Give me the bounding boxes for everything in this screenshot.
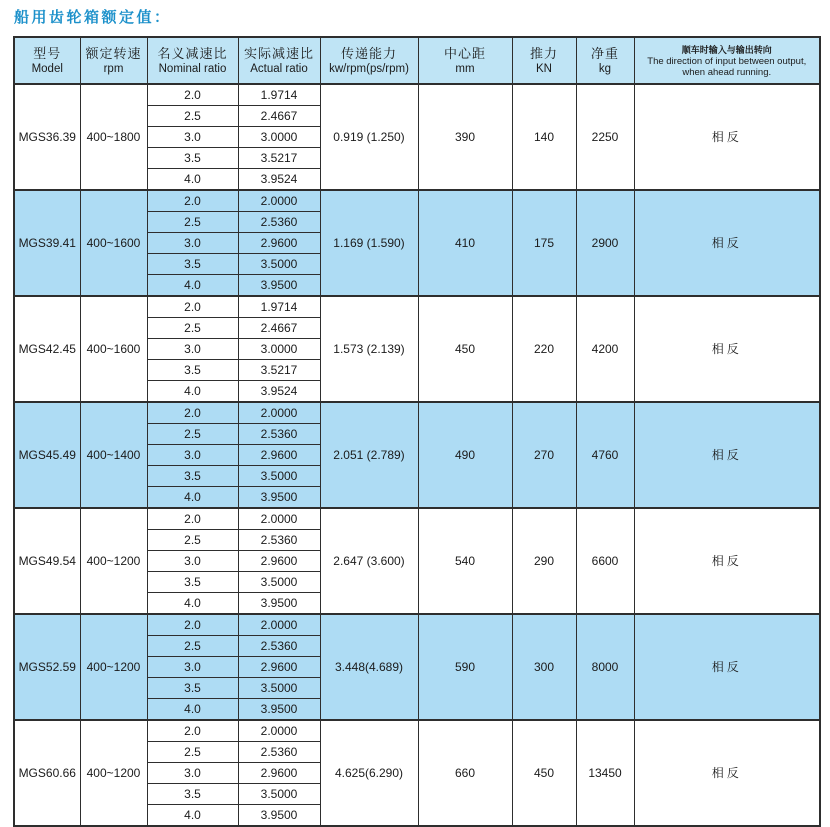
capacity-cell: 4.625(6.290) — [320, 720, 418, 826]
nominal-ratio-cell: 3.5 — [147, 678, 238, 699]
rated-speed-cell: 400~1400 — [80, 402, 147, 508]
direction-cell: 相反 — [634, 508, 820, 614]
net-weight-cell: 13450 — [576, 720, 634, 826]
nominal-ratio-cell: 2.0 — [147, 190, 238, 212]
model-cell: MGS45.49 — [14, 402, 80, 508]
rated-speed-cell: 400~1600 — [80, 296, 147, 402]
col-header-net-weight — [576, 37, 634, 84]
nominal-ratio-cell: 2.5 — [147, 530, 238, 551]
nominal-ratio-cell: 4.0 — [147, 275, 238, 297]
nominal-ratio-cell: 4.0 — [147, 381, 238, 403]
actual-ratio-cell: 1.9714 — [238, 84, 320, 106]
actual-ratio-cell: 2.4667 — [238, 318, 320, 339]
actual-ratio-cell: 2.0000 — [238, 402, 320, 424]
direction-cell: 相反 — [634, 402, 820, 508]
table-row — [14, 508, 820, 530]
net-weight-cell: 4200 — [576, 296, 634, 402]
center-distance-cell: 590 — [418, 614, 512, 720]
nominal-ratio-cell: 2.0 — [147, 402, 238, 424]
actual-ratio-cell: 3.9524 — [238, 381, 320, 403]
page-title: 船用齿轮箱额定值： — [14, 10, 172, 26]
nominal-ratio-cell: 2.5 — [147, 742, 238, 763]
actual-ratio-cell: 2.9600 — [238, 233, 320, 254]
nominal-ratio-cell: 3.0 — [147, 657, 238, 678]
direction-cell: 相反 — [634, 84, 820, 190]
table-row — [14, 402, 820, 424]
actual-ratio-cell: 2.4667 — [238, 106, 320, 127]
col-header-thrust — [512, 37, 576, 84]
actual-ratio-cell: 3.5000 — [238, 254, 320, 275]
actual-ratio-cell: 2.0000 — [238, 614, 320, 636]
nominal-ratio-cell: 2.0 — [147, 720, 238, 742]
center-distance-cell: 490 — [418, 402, 512, 508]
direction-cell: 相反 — [634, 720, 820, 826]
model-cell: MGS49.54 — [14, 508, 80, 614]
nominal-ratio-cell: 3.5 — [147, 466, 238, 487]
actual-ratio-cell: 2.5360 — [238, 212, 320, 233]
col-header-model — [14, 37, 80, 84]
model-cell: MGS39.41 — [14, 190, 80, 296]
nominal-ratio-cell: 4.0 — [147, 805, 238, 827]
col-header-net-weight-zh: 净重 — [590, 45, 619, 61]
model-cell: MGS42.45 — [14, 296, 80, 402]
nominal-ratio-cell: 3.5 — [147, 254, 238, 275]
direction-cell: 相反 — [634, 296, 820, 402]
col-header-direction-zh: 顺车时输入与输出转向 — [681, 44, 772, 55]
gearbox-spec-table — [13, 36, 821, 827]
rated-speed-cell: 400~1200 — [80, 720, 147, 826]
actual-ratio-cell: 2.5360 — [238, 742, 320, 763]
capacity-cell: 1.573 (2.139) — [320, 296, 418, 402]
thrust-cell: 220 — [512, 296, 576, 402]
actual-ratio-cell: 2.9600 — [238, 445, 320, 466]
nominal-ratio-cell: 3.0 — [147, 339, 238, 360]
nominal-ratio-cell: 3.0 — [147, 551, 238, 572]
capacity-cell: 3.448(4.689) — [320, 614, 418, 720]
actual-ratio-cell: 3.0000 — [238, 339, 320, 360]
col-header-actual-ratio-zh: 实际减速比 — [243, 45, 314, 61]
table-row — [14, 720, 820, 742]
capacity-cell: 2.051 (2.789) — [320, 402, 418, 508]
nominal-ratio-cell: 2.5 — [147, 636, 238, 657]
center-distance-cell: 390 — [418, 84, 512, 190]
actual-ratio-cell: 2.0000 — [238, 508, 320, 530]
thrust-cell: 450 — [512, 720, 576, 826]
capacity-cell: 0.919 (1.250) — [320, 84, 418, 190]
rated-speed-cell: 400~1200 — [80, 614, 147, 720]
actual-ratio-cell: 3.9500 — [238, 699, 320, 721]
col-header-actual-ratio-en: Actual ratio — [250, 62, 308, 75]
actual-ratio-cell: 3.9500 — [238, 805, 320, 827]
net-weight-cell: 4760 — [576, 402, 634, 508]
col-header-actual-ratio — [238, 37, 320, 84]
col-header-rated-speed-en: rpm — [103, 62, 124, 75]
thrust-cell: 270 — [512, 402, 576, 508]
net-weight-cell: 8000 — [576, 614, 634, 720]
thrust-cell: 300 — [512, 614, 576, 720]
actual-ratio-cell: 2.5360 — [238, 530, 320, 551]
model-cell: MGS60.66 — [14, 720, 80, 826]
header-row — [14, 37, 820, 84]
actual-ratio-cell: 3.5000 — [238, 572, 320, 593]
table-row — [14, 614, 820, 636]
col-header-thrust-en: KN — [536, 62, 552, 75]
col-header-model-en: Model — [31, 62, 63, 75]
table-body — [14, 84, 820, 826]
actual-ratio-cell: 2.9600 — [238, 657, 320, 678]
model-cell: MGS52.59 — [14, 614, 80, 720]
rated-speed-cell: 400~1800 — [80, 84, 147, 190]
nominal-ratio-cell: 3.0 — [147, 233, 238, 254]
col-header-nominal-ratio-en: Nominal ratio — [158, 62, 227, 75]
actual-ratio-cell: 3.9500 — [238, 487, 320, 509]
actual-ratio-cell: 3.9500 — [238, 275, 320, 297]
nominal-ratio-cell: 3.5 — [147, 784, 238, 805]
capacity-cell: 1.169 (1.590) — [320, 190, 418, 296]
nominal-ratio-cell: 2.5 — [147, 318, 238, 339]
nominal-ratio-cell: 2.0 — [147, 508, 238, 530]
actual-ratio-cell: 1.9714 — [238, 296, 320, 318]
direction-cell: 相反 — [634, 614, 820, 720]
model-cell: MGS36.39 — [14, 84, 80, 190]
col-header-capacity-en: kw/rpm(ps/rpm) — [329, 62, 409, 75]
actual-ratio-cell: 3.9500 — [238, 593, 320, 615]
col-header-net-weight-en: kg — [598, 62, 612, 75]
col-header-direction — [634, 37, 820, 84]
col-header-nominal-ratio — [147, 37, 238, 84]
col-header-center-distance-en: mm — [455, 62, 475, 75]
nominal-ratio-cell: 2.0 — [147, 296, 238, 318]
nominal-ratio-cell: 2.5 — [147, 106, 238, 127]
actual-ratio-cell: 3.5000 — [238, 784, 320, 805]
actual-ratio-cell: 3.0000 — [238, 127, 320, 148]
nominal-ratio-cell: 2.5 — [147, 212, 238, 233]
actual-ratio-cell: 2.5360 — [238, 636, 320, 657]
thrust-cell: 140 — [512, 84, 576, 190]
actual-ratio-cell: 2.9600 — [238, 551, 320, 572]
net-weight-cell: 2900 — [576, 190, 634, 296]
thrust-cell: 175 — [512, 190, 576, 296]
center-distance-cell: 450 — [418, 296, 512, 402]
col-header-center-distance-zh: 中心距 — [443, 45, 486, 61]
actual-ratio-cell: 2.5360 — [238, 424, 320, 445]
col-header-capacity — [320, 37, 418, 84]
actual-ratio-cell: 3.5217 — [238, 148, 320, 169]
col-header-center-distance — [418, 37, 512, 84]
col-header-model-zh: 型号 — [33, 45, 62, 61]
nominal-ratio-cell: 3.0 — [147, 445, 238, 466]
actual-ratio-cell: 3.5217 — [238, 360, 320, 381]
table-row — [14, 84, 820, 106]
col-header-capacity-zh: 传递能力 — [340, 45, 397, 61]
direction-cell: 相反 — [634, 190, 820, 296]
nominal-ratio-cell: 3.5 — [147, 360, 238, 381]
col-header-rated-speed — [80, 37, 147, 84]
nominal-ratio-cell: 3.0 — [147, 763, 238, 784]
actual-ratio-cell: 2.0000 — [238, 720, 320, 742]
nominal-ratio-cell: 4.0 — [147, 593, 238, 615]
table-header — [14, 37, 820, 84]
table-row — [14, 296, 820, 318]
nominal-ratio-cell: 4.0 — [147, 169, 238, 191]
nominal-ratio-cell: 4.0 — [147, 699, 238, 721]
col-header-thrust-zh: 推力 — [529, 45, 558, 61]
thrust-cell: 290 — [512, 508, 576, 614]
actual-ratio-cell: 3.5000 — [238, 466, 320, 487]
capacity-cell: 2.647 (3.600) — [320, 508, 418, 614]
net-weight-cell: 2250 — [576, 84, 634, 190]
nominal-ratio-cell: 3.0 — [147, 127, 238, 148]
center-distance-cell: 540 — [418, 508, 512, 614]
nominal-ratio-cell: 4.0 — [147, 487, 238, 509]
actual-ratio-cell: 2.9600 — [238, 763, 320, 784]
nominal-ratio-cell: 2.0 — [147, 84, 238, 106]
actual-ratio-cell: 3.9524 — [238, 169, 320, 191]
actual-ratio-cell: 3.5000 — [238, 678, 320, 699]
rated-speed-cell: 400~1600 — [80, 190, 147, 296]
nominal-ratio-cell: 3.5 — [147, 148, 238, 169]
col-header-rated-speed-zh: 额定转速 — [85, 45, 142, 61]
center-distance-cell: 410 — [418, 190, 512, 296]
nominal-ratio-cell: 3.5 — [147, 572, 238, 593]
col-header-direction-en: The direction of input between output, when ahead running. — [647, 55, 807, 78]
col-header-nominal-ratio-zh: 名义减速比 — [157, 45, 228, 61]
nominal-ratio-cell: 2.5 — [147, 424, 238, 445]
center-distance-cell: 660 — [418, 720, 512, 826]
net-weight-cell: 6600 — [576, 508, 634, 614]
table-row — [14, 190, 820, 212]
actual-ratio-cell: 2.0000 — [238, 190, 320, 212]
nominal-ratio-cell: 2.0 — [147, 614, 238, 636]
rated-speed-cell: 400~1200 — [80, 508, 147, 614]
